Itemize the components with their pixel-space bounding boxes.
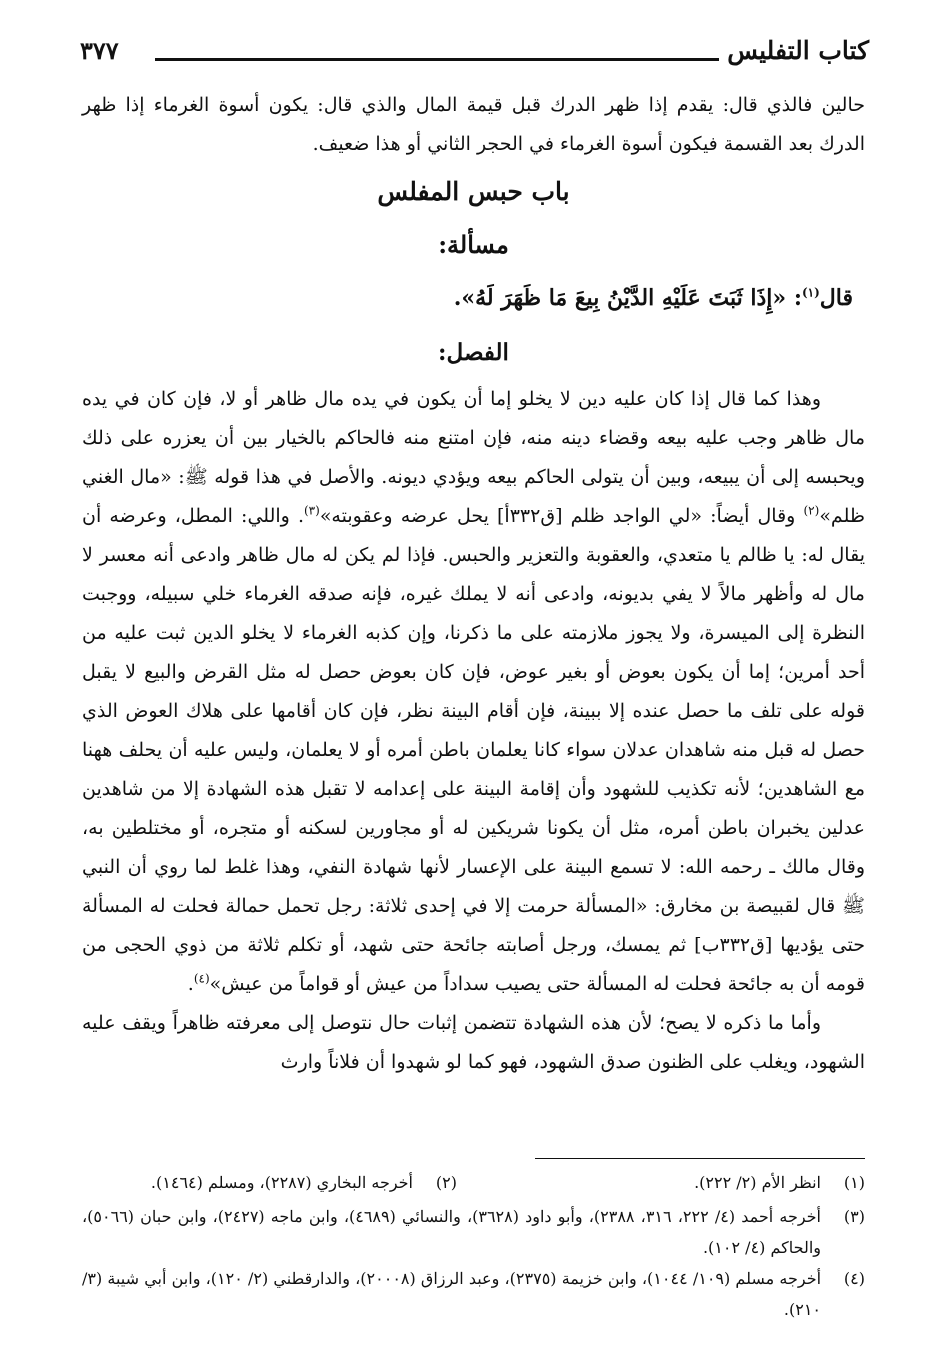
- footnote-rule: [535, 1158, 865, 1159]
- footnote-ref-2: (٢): [803, 503, 820, 518]
- footnote-1-text: انظر الأم (٢/ ٢٢٢).: [694, 1173, 821, 1192]
- masala-heading: مسألة:: [438, 230, 509, 259]
- text-quote: [82, 270, 853, 326]
- footnote-row-1-2: [82, 1167, 865, 1201]
- page-number: ٣٧٧: [80, 36, 119, 65]
- footnote-3-number: (٣): [843, 1207, 865, 1226]
- footnote-4-number: (٤): [843, 1269, 865, 1288]
- paragraph-1-part-1: وهذا كما قال إذا كان عليه دين لا يخلو إما أن يكون في يده مال ظاهر أو لا، فإن كان في يده مال ظاهر وجب عليه بيعه وقضاء دينه منه، فإن امتنع منه فالحاكم بالخيار بين أن يعزره على ذلك ويحبسه إلى أن يبيعه، وبين أن يتولى الحاكم بيعه ويؤدي ديونه. والأصل في هذا قوله ﷺ: «مال الغني ظلم»: [82, 388, 865, 527]
- footnote-4-text: أخرجه مسلم (١٠٩/ ١٠٤٤)، وابن خزيمة (٢٣٧٥)، وعبد الرزاق (٢٠٠٠٨)، والدارقطني (٢/ ١٢٠)، وابن أبي شيبة (٣/ ٢١٠).: [82, 1269, 822, 1319]
- main-text: [82, 86, 865, 1082]
- footnote-2-text: أخرجه البخاري (٢٢٨٧)، ومسلم (١٤٦٤).: [150, 1173, 413, 1192]
- text-quote-prefix: قال: [819, 285, 853, 311]
- footnotes: [82, 1158, 865, 1325]
- commentary-paragraph-1: [82, 380, 865, 1004]
- commentary-paragraph-2: وأما ما ذكره لا يصح؛ لأن هذه الشهادة تتضمن إثبات حال نتوصل إلى معرفته ظاهراً ويقف عليه الشهود، ويغلب على الظنون صدق الشهود، فهو كما لو شهدوا أن فلاناً وارث: [82, 1012, 865, 1073]
- fasl-heading: الفصل:: [438, 339, 509, 366]
- opening-paragraph: حالين فالذي قال: يقدم إذا ظهر الدرك قبل قيمة المال والذي قال: يكون أسوة الغرماء إذا ظهر الدرك بعد القسمة فيكون أسوة الغرماء في الحجر الثاني أو هذا ضعيف.: [82, 94, 865, 155]
- footnote-4: [82, 1263, 865, 1325]
- footnote-3-text: أخرجه أحمد (٤/ ٢٢٢، ٣١٦، ٢٣٨٨)، وأبو داود (٣٦٢٨)، والنسائي (٤٦٨٩)، وابن ماجه (٢٤٢٧)، وابن حبان (٥٠٦٦)، والحاكم (٤/ ١٠٢).: [82, 1207, 821, 1257]
- running-head: [80, 36, 869, 76]
- footnote-ref-3: (٣): [303, 503, 320, 518]
- footnote-2-number: (٢): [435, 1173, 457, 1192]
- paragraph-1-part-3: . واللي: المطل، وعرضه أن يقال له: يا ظالم يا متعدي، والعقوبة والتعزير والحبس. فإذا لم يكن له مال ظاهر وادعى أنه معسر لا مال له وأظهر مالاً لا يفي بديونه، وادعى أنه لا يملك غيره، فإنه صدقه الغرماء خلي سبيله، ووجبت النظرة إلى الميسرة، ولا يجوز ملازمته على ما ذكرنا، وإن كذبه الغرماء لا يخلو الدين ثبت عليه من أحد أمرين؛ إما أن يكون بعوض أو بغير عوض، فإن كان بعوض حصل له مثل القرض والبيع لا يقبل قوله على تلف ما حصل عنده إلا ببينة، فإن أقام البينة نظر، فإن كان أقامها على هلاك العوض الذي حصل له قبل منه شاهدان عدلان سواء كانا يعلمان باطن أمره أو لا يعلمان، وليس عليه أن يحلف ههنا مع الشاهدين؛ لأنه تكذيب للشهود وأن إقامة البينة على إعدامه لا تقبل هذه الشهادة إلا من شاهدين عدلين يخبران باطن أمره، مثل أن يكونا شريكين له أو مجاورين لسكنه أو متجره، أو مختلطين به، وقال مالك ـ رحمه الله: لا تسمع البينة على الإعسار لأنها شهادة النفي، وهذا غلط لما روي أن النبي ﷺ قال لقبيصة بن مخارق: «المسألة حرمت إلا في إحدى ثلاثة: رجل تحمل حمالة فحلت له المسألة حتى يؤديها [ق٣٣٢ب] ثم يمسك، ورجل أصابته جائحة حتى شهد، أو تكلم ثلاثة من ذوي الحجى من قومه أن به جائحة فحلت له المسألة حتى يصيب سداداً من عيش أو قواماً من عيش»: [82, 505, 865, 995]
- header-rule: [155, 58, 719, 61]
- footnote-ref-1: (١): [801, 285, 820, 300]
- book-title: كتاب التفليس: [727, 36, 869, 65]
- footnote-1-number: (١): [843, 1173, 865, 1192]
- footnote-3: [82, 1201, 865, 1263]
- footnote-ref-4: (٤): [193, 971, 210, 986]
- paragraph-1-part-2: وقال أيضاً: «لي الواجد ظلم [ق٣٣٢أ] يحل عرضه وعقوبته»: [319, 505, 804, 527]
- chapter-heading: باب حبس المفلس: [377, 177, 570, 206]
- text-quote-body: : «إِذَا ثَبَتَ عَلَيْهِ الدَّيْنُ بِيعَ مَا ظَهَرَ لَهُ».: [453, 285, 802, 311]
- paragraph-1-part-4: .: [187, 973, 194, 995]
